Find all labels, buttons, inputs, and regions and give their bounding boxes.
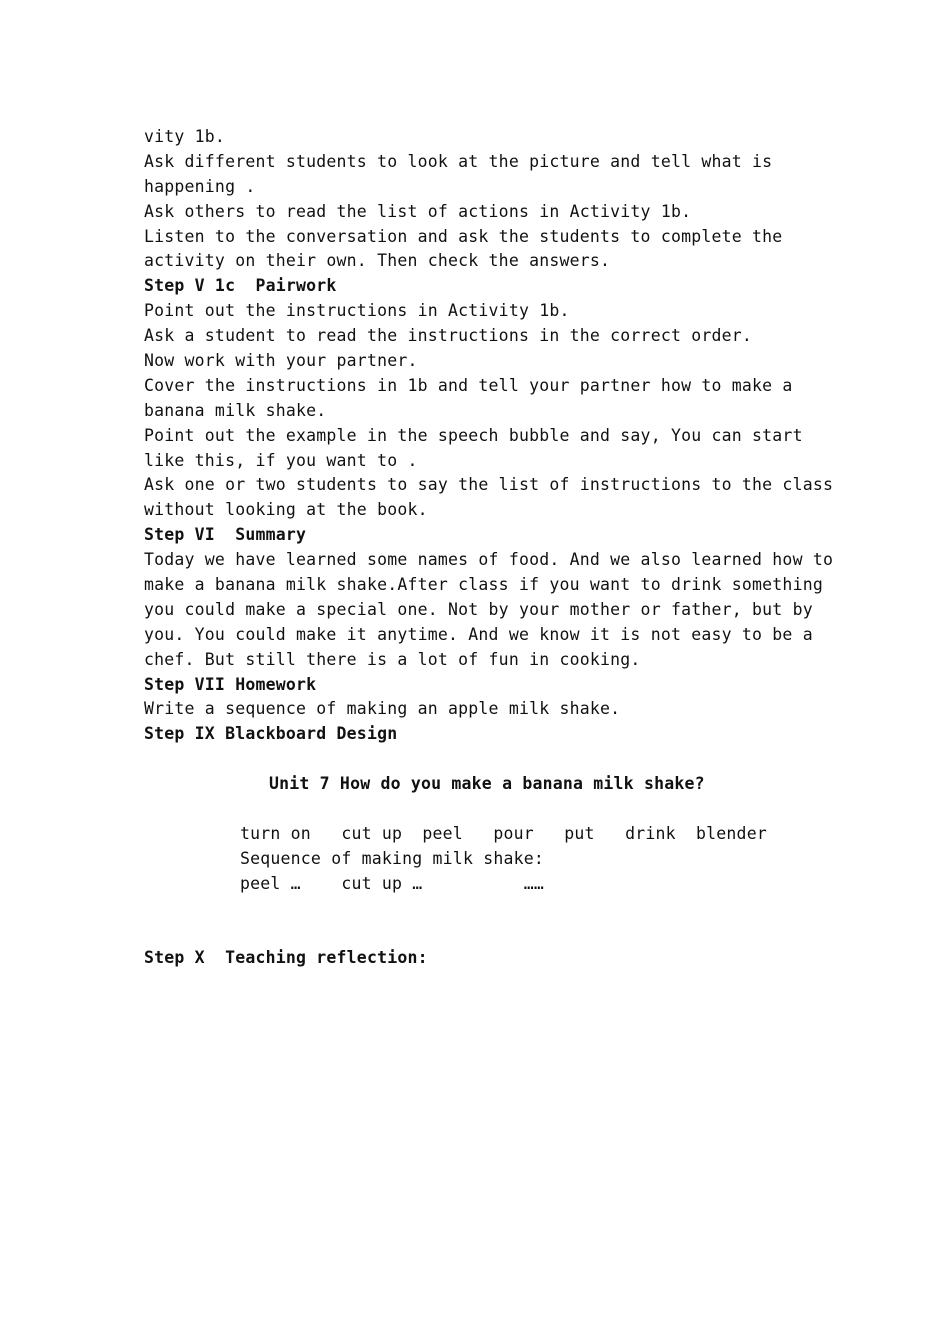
text-line: like this, if you want to . (144, 450, 418, 470)
text-line: Ask a student to read the instructions in the correct order. (144, 326, 753, 346)
section-heading-step-ix: Step IX Blackboard Design (144, 724, 398, 744)
text-line: Ask one or two students to say the list of instructions to the class (144, 475, 834, 495)
text-line: Listen to the conversation and ask the students to complete the (144, 226, 783, 246)
text-line: Now work with your partner. (144, 351, 418, 371)
text-line: Ask others to read the list of actions in Activity 1b. (144, 201, 692, 221)
blackboard-sequence-label: Sequence of making milk shake: (240, 848, 545, 868)
text-line: Cover the instructions in 1b and tell your partner how to make a (144, 375, 793, 395)
blackboard-sequence: peel … cut up … …… (240, 873, 545, 893)
spacer (144, 897, 814, 922)
spacer (144, 747, 814, 772)
document-body (144, 125, 834, 971)
text-line: banana milk shake. (144, 400, 327, 420)
text-line: you could make a special one. Not by your mother or father, but by (144, 599, 813, 619)
section-heading-step-v: Step V 1c Pairwork (144, 276, 337, 296)
section-heading-step-vi: Step VI Summary (144, 525, 307, 545)
section-heading-step-x: Step X Teaching reflection: (144, 948, 428, 968)
text-line: you. You could make it anytime. And we know it is not easy to be a (144, 624, 813, 644)
text-line: vity 1b. (144, 127, 226, 146)
text-line: activity on their own. Then check the answers. (144, 251, 611, 271)
text-line: Point out the instructions in Activity 1b. (144, 301, 570, 321)
section-heading-step-vii: Step VII Homework (144, 674, 317, 694)
spacer (144, 797, 814, 822)
text-line: Write a sequence of making an apple milk shake. (144, 699, 621, 719)
text-line: chef. But still there is a lot of fun in cooking. (144, 649, 641, 669)
text-line: make a banana milk shake.After class if you want to drink something (144, 575, 823, 595)
blackboard-title: Unit 7 How do you make a banana milk shake? (269, 774, 705, 794)
text-line: without looking at the book. (144, 500, 428, 520)
text-line: Ask different students to look at the picture and tell what is (144, 151, 773, 171)
spacer (144, 922, 814, 947)
blackboard-words: turn on cut up peel pour put drink blender (240, 823, 767, 843)
text-line: Today we have learned some names of food. And we also learned how to (144, 550, 834, 570)
text-line: happening . (144, 176, 256, 196)
text-line: Point out the example in the speech bubble and say, You can start (144, 425, 803, 445)
